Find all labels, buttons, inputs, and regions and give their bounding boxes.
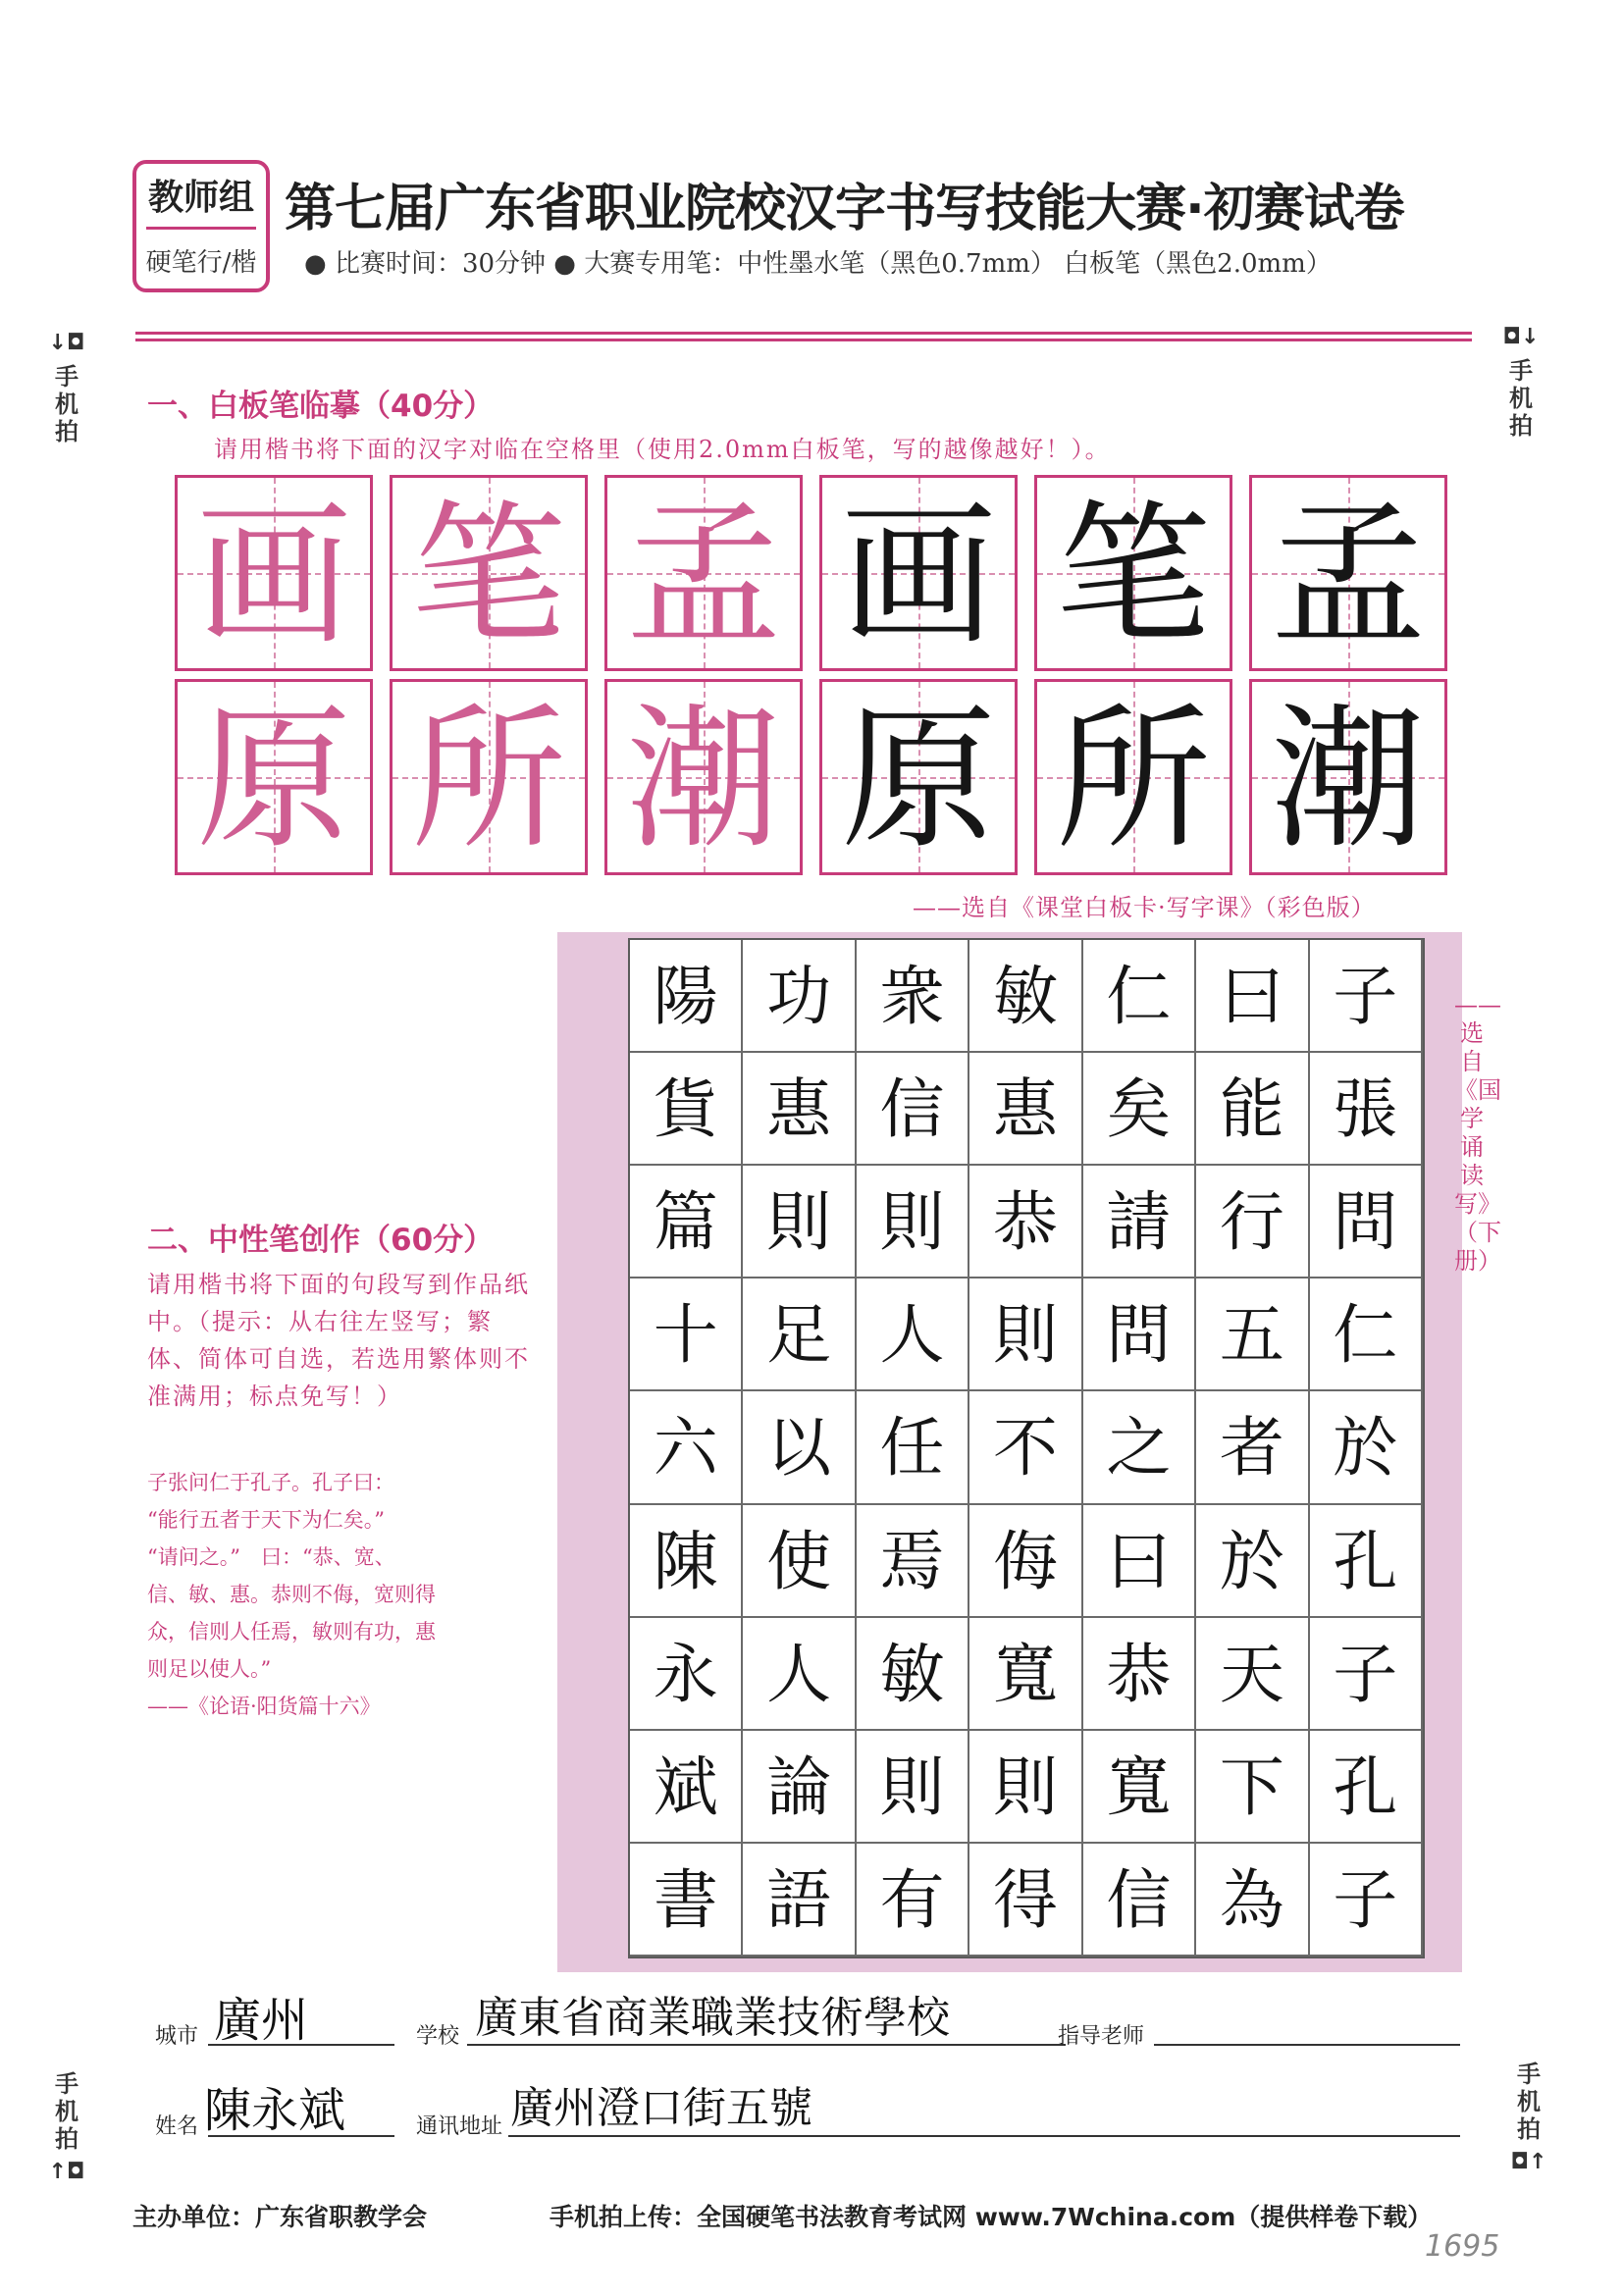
passage-line: ——《论语·阳货篇十六》 <box>147 1695 381 1718</box>
handwritten-character: 問 <box>1106 1297 1172 1374</box>
grid-cell <box>630 1278 743 1391</box>
teacher-field[interactable] <box>1154 2044 1460 2046</box>
handwritten-character: 侮 <box>992 1523 1058 1599</box>
handwritten-character: 篇 <box>653 1184 718 1261</box>
copied-char-cell <box>1249 679 1447 875</box>
handwritten-character: 子 <box>1333 959 1398 1034</box>
camera-down-icon: ◘↓ <box>1502 325 1540 349</box>
model-char-cell <box>604 475 803 671</box>
grid-cell <box>1310 940 1423 1053</box>
phone-photo-mark-bottom-left <box>47 2070 86 2186</box>
grid-cell <box>857 1391 969 1504</box>
handwritten-character: 寬 <box>1106 1748 1172 1825</box>
copied-char-cell <box>819 679 1018 875</box>
handwritten-character: 焉 <box>879 1523 945 1599</box>
grid-cell <box>969 1505 1082 1618</box>
handwritten-character: 下 <box>1219 1748 1284 1825</box>
model-character: 孟 <box>626 486 781 666</box>
handwritten-character: 足 <box>766 1297 832 1374</box>
copied-character: 孟 <box>1271 486 1426 666</box>
passage-line: “请问之。” 曰：“恭、宽、 <box>147 1545 395 1569</box>
handwritten-character: 能 <box>1219 1071 1284 1148</box>
page-number: 1695 <box>1425 2229 1500 2264</box>
name-value: 陳永斌 <box>204 2083 346 2138</box>
passage-line: 则足以使人。” <box>147 1657 272 1681</box>
handwritten-character: 則 <box>766 1184 832 1261</box>
grid-cell <box>857 1278 969 1391</box>
copied-character: 画 <box>841 486 996 666</box>
handwritten-character: 仁 <box>1106 959 1172 1034</box>
handwritten-character: 矣 <box>1106 1071 1172 1148</box>
handwritten-character: 陳 <box>653 1523 718 1599</box>
handwritten-character: 於 <box>1333 1410 1398 1487</box>
handwritten-character: 於 <box>1219 1523 1284 1599</box>
grid-cell <box>743 1391 856 1504</box>
handwritten-character: 仁 <box>1333 1297 1398 1374</box>
model-char-cell <box>390 475 588 671</box>
handwritten-character: 為 <box>1219 1861 1284 1938</box>
grid-cell <box>1196 1391 1309 1504</box>
handwritten-character: 語 <box>766 1861 832 1938</box>
section2-source: ——选自《国学诵读写》（下册） <box>1454 991 1501 1275</box>
grid-cell <box>969 1844 1082 1957</box>
grid-cell <box>743 1278 856 1391</box>
handwritten-character: 請 <box>1106 1184 1172 1261</box>
group-divider <box>146 227 256 230</box>
grid-cell <box>1083 1166 1196 1278</box>
group-badge <box>132 160 270 292</box>
handwritten-character: 曰 <box>1106 1523 1172 1599</box>
grid-cell <box>1310 1618 1423 1731</box>
passage-line: 信、敏、惠。恭则不侮，宽则得 <box>147 1583 436 1606</box>
page-title: 第七届广东省职业院校汉字书写技能大赛·初赛试卷 <box>285 180 1404 238</box>
grid-cell <box>630 1166 743 1278</box>
phone-photo-mark-bottom-right <box>1509 2061 1548 2176</box>
grid-cell <box>1196 940 1309 1053</box>
grid-cell <box>1310 1505 1423 1618</box>
grid-cell <box>743 1731 856 1844</box>
grid-cell <box>1196 1505 1309 1618</box>
header-divider <box>135 332 1472 341</box>
handwritten-character: 人 <box>879 1297 945 1374</box>
grid-cell <box>857 1505 969 1618</box>
grid-cell <box>1310 1278 1423 1391</box>
copied-char-cell <box>1034 679 1232 875</box>
handwritten-character: 人 <box>766 1636 832 1712</box>
address-field[interactable] <box>508 2135 1460 2137</box>
grid-cell <box>857 1618 969 1731</box>
handwritten-character: 子 <box>1333 1861 1398 1938</box>
section1-source: ——选自《课堂白板卡·写字课》（彩色版） <box>913 894 1376 921</box>
model-char-cell <box>390 679 588 875</box>
handwritten-character: 則 <box>992 1748 1058 1825</box>
handwritten-character: 陽 <box>653 959 718 1034</box>
handwritten-character: 功 <box>766 959 832 1034</box>
grid-cell <box>630 1505 743 1618</box>
handwritten-character: 則 <box>879 1748 945 1825</box>
camera-down-icon: ↓◘ <box>48 331 85 355</box>
grid-cell <box>857 940 969 1053</box>
model-character: 原 <box>196 690 351 870</box>
model-character: 笔 <box>411 486 566 666</box>
camera-up-icon: ↑◘ <box>48 2160 85 2184</box>
handwritten-character: 敏 <box>992 959 1058 1034</box>
section1-instructions: 请用楷书将下面的汉字对临在空格里（使用2.0mm白板笔，写的越像越好！）。 <box>214 436 1111 463</box>
city-label: 城市 <box>155 2024 199 2049</box>
handwritten-character: 得 <box>992 1861 1058 1938</box>
handwritten-character: 惠 <box>992 1071 1058 1148</box>
grid-cell <box>743 940 856 1053</box>
handwritten-character: 之 <box>1106 1410 1172 1487</box>
phone-photo-text: 手机拍 <box>55 363 79 445</box>
grid-cell <box>1196 1053 1309 1166</box>
grid-cell <box>1083 1053 1196 1166</box>
grid-cell <box>630 1053 743 1166</box>
handwritten-character: 行 <box>1219 1184 1284 1261</box>
grid-cell <box>630 1731 743 1844</box>
grid-cell <box>743 1844 856 1957</box>
handwritten-character: 衆 <box>879 959 945 1034</box>
grid-cell <box>1310 1844 1423 1957</box>
city-value: 廣州 <box>214 1993 309 2048</box>
section2-instructions: 请用楷书将下面的句段写到作品纸中。（提示：从右往左竖写；繁体、简体可自选，若选用繁体则不准满用；标点免写！） <box>147 1271 530 1410</box>
teacher-label: 指导老师 <box>1058 2024 1145 2049</box>
grid-cell <box>857 1844 969 1957</box>
passage-line: 众，信则人任焉，敏则有功，惠 <box>147 1620 436 1644</box>
copied-character: 潮 <box>1271 690 1426 870</box>
grid-cell <box>630 1618 743 1731</box>
handwritten-character: 孔 <box>1333 1523 1398 1599</box>
model-character: 画 <box>196 486 351 666</box>
phone-photo-mark-top-right <box>1501 324 1541 440</box>
address-value: 廣州澄口街五號 <box>510 2083 812 2133</box>
handwritten-character: 者 <box>1219 1410 1284 1487</box>
handwritten-character: 以 <box>766 1410 832 1487</box>
model-character: 潮 <box>626 690 781 870</box>
school-label: 学校 <box>416 2024 460 2049</box>
copied-char-cell <box>1034 475 1232 671</box>
grid-cell <box>969 940 1082 1053</box>
grid-cell <box>1196 1618 1309 1731</box>
grid-cell <box>1083 1844 1196 1957</box>
handwritten-character: 書 <box>653 1861 718 1938</box>
group-sub-label: 硬笔行/楷 <box>145 248 257 278</box>
grid-cell <box>1310 1166 1423 1278</box>
phone-photo-text: 手机拍 <box>55 2070 79 2153</box>
handwritten-character: 貨 <box>653 1071 718 1148</box>
grid-cell <box>743 1505 856 1618</box>
grid-cell <box>743 1053 856 1166</box>
grid-cell <box>857 1731 969 1844</box>
grid-cell <box>1083 1731 1196 1844</box>
source-passage <box>147 1464 530 1725</box>
model-char-cell <box>175 475 373 671</box>
handwritten-character: 五 <box>1219 1297 1284 1374</box>
handwritten-character: 寬 <box>992 1636 1058 1712</box>
grid-cell <box>1310 1391 1423 1504</box>
grid-cell <box>1083 1391 1196 1504</box>
grid-cell <box>630 940 743 1053</box>
handwritten-character: 則 <box>992 1297 1058 1374</box>
handwritten-character: 斌 <box>653 1748 718 1825</box>
grid-cell <box>743 1166 856 1278</box>
grid-cell <box>1083 1505 1196 1618</box>
handwritten-character: 有 <box>879 1861 945 1938</box>
handwritten-character: 則 <box>879 1184 945 1261</box>
handwritten-character: 張 <box>1333 1071 1398 1148</box>
copied-char-cell <box>1249 475 1447 671</box>
section1-title: 一、白板笔临摹（40分） <box>147 389 495 424</box>
handwritten-character: 信 <box>879 1071 945 1148</box>
grid-cell <box>857 1053 969 1166</box>
grid-cell <box>969 1618 1082 1731</box>
grid-cell <box>1196 1731 1309 1844</box>
handwritten-character: 使 <box>766 1523 832 1599</box>
grid-cell <box>1083 1278 1196 1391</box>
upload-info: 手机拍上传：全国硬笔书法教育考试网 www.7Wchina.com（提供样卷下载） <box>550 2203 1433 2231</box>
grid-cell <box>969 1391 1082 1504</box>
handwritten-character: 曰 <box>1219 959 1284 1034</box>
grid-cell <box>1196 1166 1309 1278</box>
handwritten-character: 問 <box>1333 1184 1398 1261</box>
handwritten-character: 孔 <box>1333 1748 1398 1825</box>
handwritten-character: 惠 <box>766 1071 832 1148</box>
passage-line: 子张问仁于孔子。孔子曰： <box>147 1471 394 1494</box>
name-label: 姓名 <box>155 2114 199 2139</box>
handwritten-character: 天 <box>1219 1636 1284 1712</box>
model-char-cell <box>175 679 373 875</box>
handwritten-character: 六 <box>653 1410 718 1487</box>
grid-cell <box>1196 1278 1309 1391</box>
grid-cell <box>630 1844 743 1957</box>
grid-cell <box>969 1053 1082 1166</box>
model-character: 所 <box>411 690 566 870</box>
handwritten-character: 信 <box>1106 1861 1172 1938</box>
handwritten-character: 敏 <box>879 1636 945 1712</box>
copied-character: 笔 <box>1056 486 1211 666</box>
grid-cell <box>1310 1731 1423 1844</box>
grid-cell <box>969 1278 1082 1391</box>
grid-cell <box>630 1391 743 1504</box>
handwritten-character: 任 <box>879 1410 945 1487</box>
copied-char-cell <box>819 475 1018 671</box>
handwritten-character: 子 <box>1333 1636 1398 1712</box>
grid-cell <box>743 1618 856 1731</box>
phone-photo-text: 手机拍 <box>1517 2061 1541 2143</box>
school-value: 廣東省商業職業技術學校 <box>475 1993 950 2043</box>
handwritten-character: 恭 <box>1106 1636 1172 1712</box>
phone-photo-text: 手机拍 <box>1509 357 1533 440</box>
camera-up-icon: ◘↑ <box>1510 2150 1547 2174</box>
group-label: 教师组 <box>147 178 254 218</box>
handwritten-character: 十 <box>653 1297 718 1374</box>
grid-cell <box>969 1166 1082 1278</box>
handwritten-character: 不 <box>992 1410 1058 1487</box>
grid-cell <box>1083 940 1196 1053</box>
grid-cell <box>969 1731 1082 1844</box>
passage-line: “能行五者于天下为仁矣。” <box>147 1508 385 1532</box>
writing-grid <box>628 938 1425 1958</box>
model-char-cell <box>604 679 803 875</box>
grid-cell <box>1310 1053 1423 1166</box>
address-label: 通讯地址 <box>416 2114 503 2139</box>
grid-cell <box>857 1166 969 1278</box>
grid-cell <box>1083 1618 1196 1731</box>
copied-character: 所 <box>1056 690 1211 870</box>
organizer: 主办单位：广东省职教学会 <box>132 2203 428 2231</box>
section2-title: 二、中性笔创作（60分） <box>147 1223 495 1258</box>
exam-info: ● 比赛时间：30分钟 ● 大赛专用笔：中性墨水笔（黑色0.7mm） 白板笔（黑色2.0mm） <box>304 249 1332 279</box>
handwritten-character: 論 <box>766 1748 832 1825</box>
phone-photo-mark-top-left <box>47 330 86 445</box>
copied-character: 原 <box>841 690 996 870</box>
grid-cell <box>1196 1844 1309 1957</box>
handwritten-character: 永 <box>653 1636 718 1712</box>
handwritten-character: 恭 <box>992 1184 1058 1261</box>
